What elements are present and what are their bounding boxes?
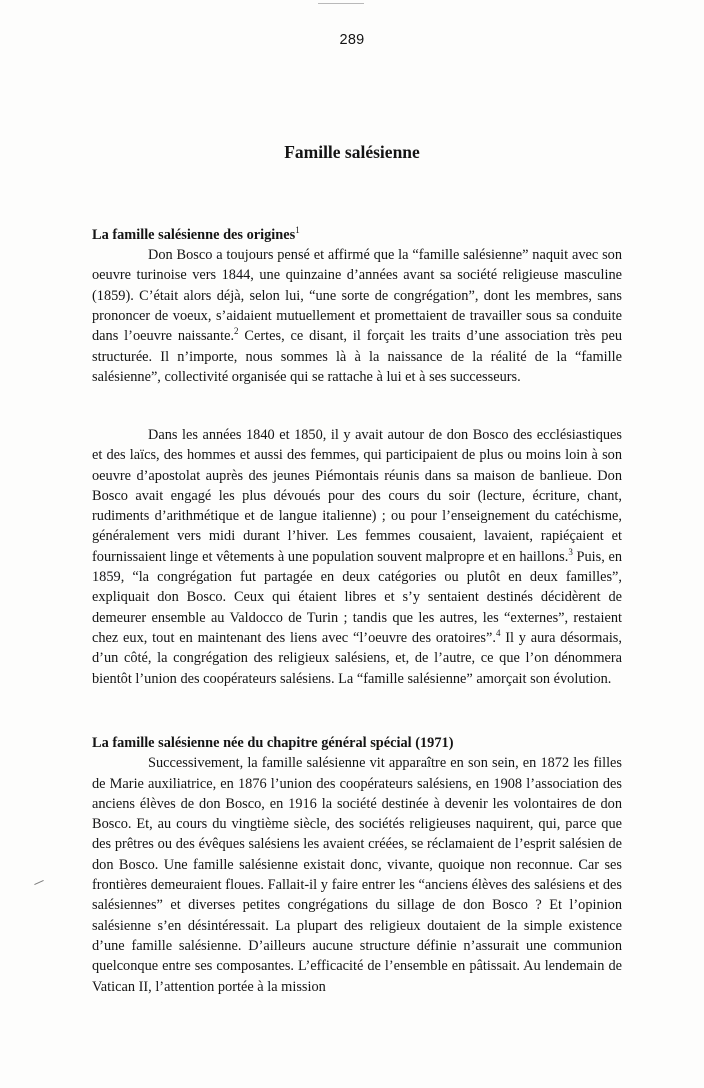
page-number: 289	[339, 32, 365, 48]
paragraph	[92, 245, 622, 387]
footnote-ref: 3	[568, 547, 573, 557]
footnote-ref: 1	[295, 225, 300, 235]
paragraph	[92, 753, 622, 997]
paragraph-text: Puis, en 1859, “la congrégation fut partagée en deux catégories ou plutôt en deux familles”, expliquait don Bosco. Ceux qui étaient libres et s’y sentaient destinés décidèrent de demeurer ensemble au Valdocco de Turin ; tandis que les autres, les “externes”, restaient chez eux, tout en maintenant des liens avec “l’oeuvre des oratoires”.	[92, 548, 622, 646]
margin-mark	[34, 880, 44, 885]
paragraph-text: Dans les années 1840 et 1850, il y avait autour de don Bosco des ecclésiastiques et des laïcs, des hommes et aussi des femmes, qui participaient de plus ou moins loin à son oeuvre d’apostolat auprès des jeunes Piémontais réunis dans sa maison de banlieue. Don Bosco avait engagé les plus dévoués pour des cours du soir (lecture, écriture, chant, rudiments d’arithmétique et de langue italienne) ; ou pour l’enseignement du catéchisme, généralement vers midi durant l’hiver. Les femmes cousaient, lavaient, rapiéçaient et fournissaient linge et vêtements à une population souvent malpropre et en haillons.	[92, 427, 622, 565]
section-chapter-1971	[92, 733, 622, 997]
section-heading: La famille salésienne née du chapitre général spécial (1971)	[92, 735, 454, 751]
section-oratory-years	[92, 425, 622, 689]
top-rule	[318, 3, 364, 4]
chapter-title: Famille salésienne	[284, 142, 420, 162]
paragraph-text: Successivement, la famille salésienne vit apparaître en son sein, en 1872 les filles de Marie auxiliatrice, en 1876 l’union des coopérateurs salésiens, en 1908 l’association des anciens élèves de don Bosco, en 1916 la société destinée à devenir les volontaires de don Bosco. Et, au cours du vingtième siècle, des sociétés religieuses naquirent, qui, parce que des prêtres ou des évêques salésiens les avaient créées, se réclamaient de l’esprit salésien de don Bosco. Une famille salésienne existait donc, vivante, quoique non reconnue. Car ses frontières demeuraient floues. Fallait-il y faire entrer les “anciens élèves des salésiens et des salésiennes” et diverses petites congrégations du sillage de don Bosco ? Et l’opinion salésienne s’en désintéressait. La plupart des religieux doutaient de la simple existence d’une famille salésienne. D’ailleurs aucune structure définie n’assurait une communion quelconque entre ses composantes. L’efficacité de l’ensemble en pâtissait. Au lendemain de Vatican II, l’attention portée à la mission	[92, 755, 622, 995]
footnote-ref: 4	[495, 628, 501, 639]
section-heading	[92, 220, 622, 245]
section-origins	[92, 220, 622, 387]
paragraph-text: Don Bosco a toujours pensé et affirmé que la “famille salésienne” naquit avec son oeuvre turinoise vers 1844, une quinzaine d’années avant sa société religieuse masculine (1859). C’était alors déjà, selon lui, “une sorte de congrégation”, dont les membres, sans prononcer de voeux, s’aidaient mutuellement et promettaient de travailler sous sa conduite dans l’oeuvre naissante.	[92, 247, 622, 345]
section-heading-text: La famille salésienne des origines	[92, 226, 296, 243]
paragraph	[92, 425, 622, 689]
paragraph-text: Certes, ce disant, il forçait les traits d’une association très peu structurée. Il n’importe, nous sommes là à la naissance de la réalité de la “famille salésienne”, collectivité organisée qui se rattache à lui et à ses successeurs.	[92, 328, 622, 385]
paragraph-text: Il y aura désormais, d’un côté, la congrégation des religieux salésiens, et, de l’autre, ce que l’on dénommera bientôt l’union des coopérateurs salésiens. La “famille salésienne” amorçait son évolution.	[92, 629, 622, 687]
footnote-ref: 2	[234, 326, 239, 337]
